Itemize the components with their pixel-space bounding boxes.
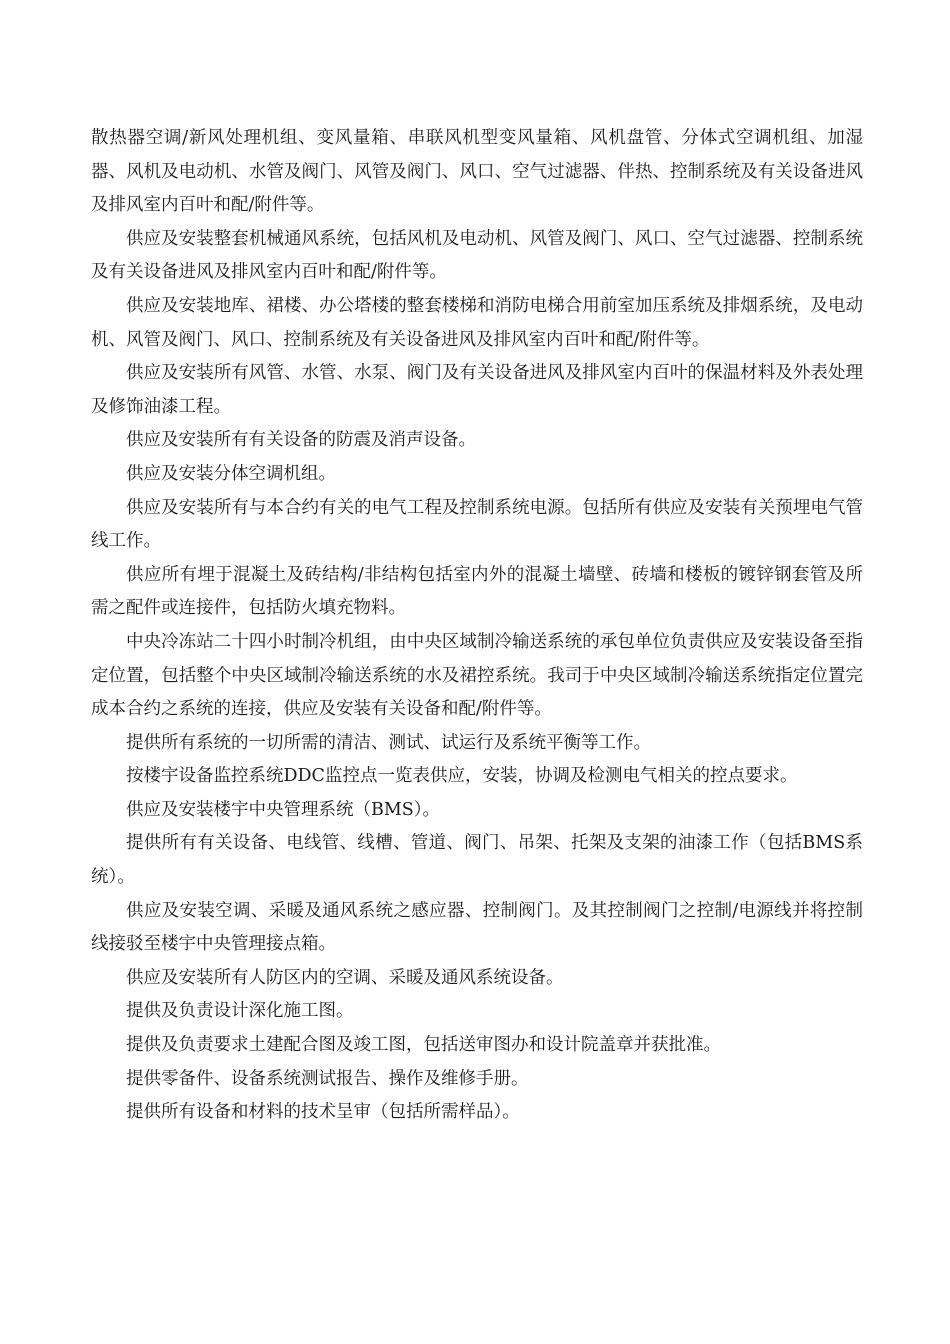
paragraph: 提供所有系统的一切所需的清洁、测试、试运行及系统平衡等工作。 xyxy=(126,732,651,753)
paragraph: 散热器空调/新风处理机组、变风量箱、串联风机型变风量箱、风机盘管、分体式空调机组、加湿器、风机及电动机、水管及阀门、风管及阀门、风口、空气过滤器、伴热、控制系统及有关设备进风及排风室内百叶和配/附件等。 xyxy=(91,128,863,216)
paragraph: 供应及安装整套机械通风系统，包括风机及电动机、风管及阀门、风口、空气过滤器、控制系统及有关设备进风及排风室内百叶和配/附件等。 xyxy=(91,228,863,283)
document-body xyxy=(91,122,863,1130)
paragraph: 供应及安装空调、采暖及通风系统之感应器、控制阀门。及其控制阀门之控制/电源线并将控制线接驳至楼宇中央管理接点箱。 xyxy=(91,900,863,955)
paragraph: 按楼宇设备监控系统DDC监控点一览表供应，安装，协调及检测电气相关的控点要求。 xyxy=(126,766,798,787)
paragraph: 供应及安装楼宇中央管理系统（BMS）。 xyxy=(126,799,441,820)
paragraph: 供应及安装所有有关设备的防震及消声设备。 xyxy=(126,430,476,451)
paragraph: 提供及负责要求土建配合图及竣工图，包括送审图办和设计院盖章并获批准。 xyxy=(126,1035,721,1056)
paragraph: 供应及安装所有人防区内的空调、采暖及通风系统设备。 xyxy=(126,967,564,988)
paragraph: 供应及安装分体空调机组。 xyxy=(126,463,336,484)
paragraph: 供应及安装地库、裙楼、办公塔楼的整套楼梯和消防电梯合用前室加压系统及排烟系统，及电动机、风管及阀门、风口、控制系统及有关设备进风及排风室内百叶和配/附件等。 xyxy=(91,295,863,350)
paragraph: 提供所有有关设备、电线管、线槽、管道、阀门、吊架、托架及支架的油漆工作（包括BMS系统）。 xyxy=(91,833,863,888)
paragraph: 提供所有设备和材料的技术呈审（包括所需样品）。 xyxy=(126,1102,520,1123)
paragraph: 供应及安装所有与本合约有关的电气工程及控制系统电源。包括所有供应及安装有关预埋电气管线工作。 xyxy=(91,497,863,552)
paragraph: 中央冷冻站二十四小时制冷机组，由中央区域制冷输送系统的承包单位负责供应及安装设备至指定位置，包括整个中央区域制冷输送系统的水及裙控系统。我司于中央区域制冷输送系统指定位置完成本合约之系统的连接，供应及安装有关设备和配/附件等。 xyxy=(91,631,863,720)
paragraph: 供应所有埋于混凝土及砖结构/非结构包括室内外的混凝土墙壁、砖墙和楼板的镀锌钢套管及所需之配件或连接件，包括防火填充物料。 xyxy=(91,564,863,619)
paragraph: 提供零备件、设备系统测试报告、操作及维修手册。 xyxy=(126,1068,529,1089)
paragraph: 供应及安装所有风管、水管、水泵、阀门及有关设备进风及排风室内百叶的保温材料及外表处理及修饰油漆工程。 xyxy=(91,363,863,417)
paragraph: 提供及负责设计深化施工图。 xyxy=(126,1001,354,1022)
